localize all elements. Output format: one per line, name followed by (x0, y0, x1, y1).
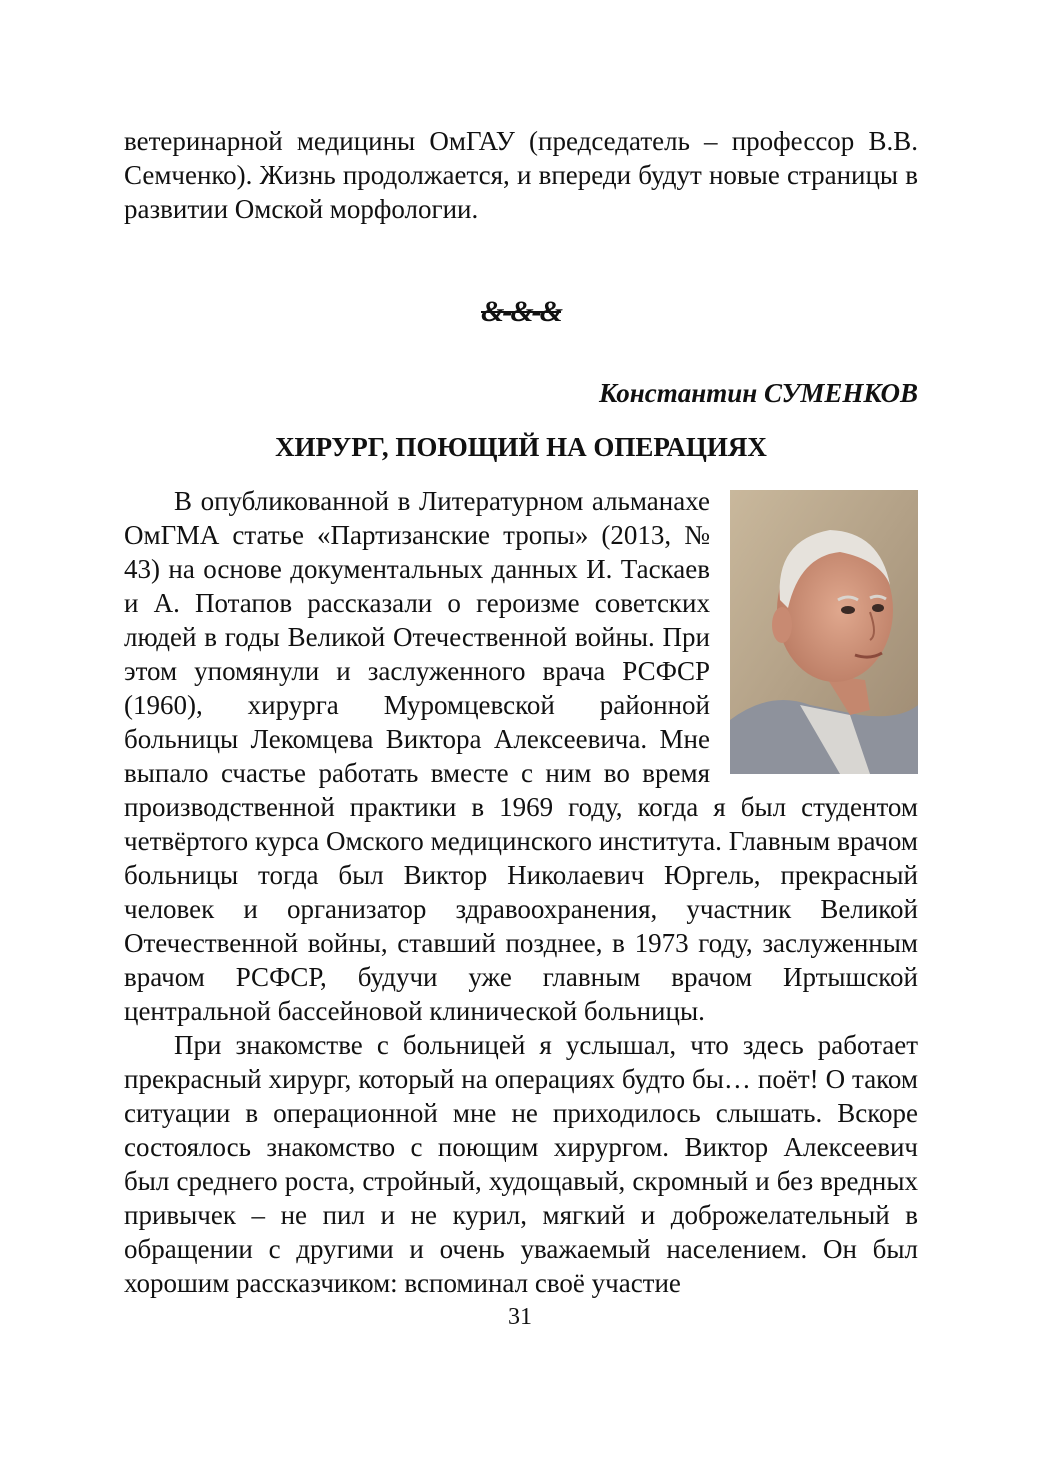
body-paragraph-2: При знакомстве с больницей я услышал, что здесь работает прекрасный хирург, который на операциях будто бы… поёт! О таком ситуации в операционной мне не приходилось слышать. Вскоре состоялось знакомство с поющим хирургом. Виктор Алексеевич был среднего роста, стройный, худощавый, скромный и без вредных привычек – не пил и не курил, мягкий и доброжелательный в обращении с другими и очень уважаемый населением. Он был хорошим рассказчиком: вспоминал своё участие (124, 1030, 918, 1298)
portrait-illustration (730, 490, 918, 774)
intro-paragraph: ветеринарной медицины ОмГАУ (председатель – профессор В.В. Семченко). Жизнь продолжается, и впереди будут новые страницы в развитии Омской морфологии. (124, 126, 918, 224)
ornament-glyphs: &-&-& (481, 295, 561, 328)
article-title: ХИРУРГ, ПОЮЩИЙ НА ОПЕРАЦИЯХ (275, 432, 767, 462)
section-ornament (124, 294, 918, 330)
page-number: 31 (508, 1304, 532, 1330)
document-page (124, 124, 918, 1300)
article-author: Константин СУМЕНКОВ (598, 378, 918, 408)
author-portrait-photo (730, 490, 918, 774)
body-paragraph-1: В опубликованной в Литературном альманахе ОмГМА статье «Партизанские тропы» (2013, № 43) на основе документальных данных И. Таскаев и А. Потапов рассказали о героизме советских людей в годы Великой Отечественной войны. При этом упомянули и заслуженного врача РСФСР (1960), хирурга Муромцевской районной больницы Лекомцева Виктора Алексеевича. Мне выпало счастье работать вместе с ним во время производственной практики в 1969 году, когда я был студентом четвёртого курса Омского медицинского института. Главным врачом больницы тогда был Виктор Николаевич Юргель, прекрасный человек и организатор здравоохранения, участник Великой Отечественной войны, ставший позднее, в 1973 году, заслуженным врачом РСФСР, будучи уже главным врачом Иртышской центральной бассейновой клинической больницы. (124, 486, 918, 1026)
